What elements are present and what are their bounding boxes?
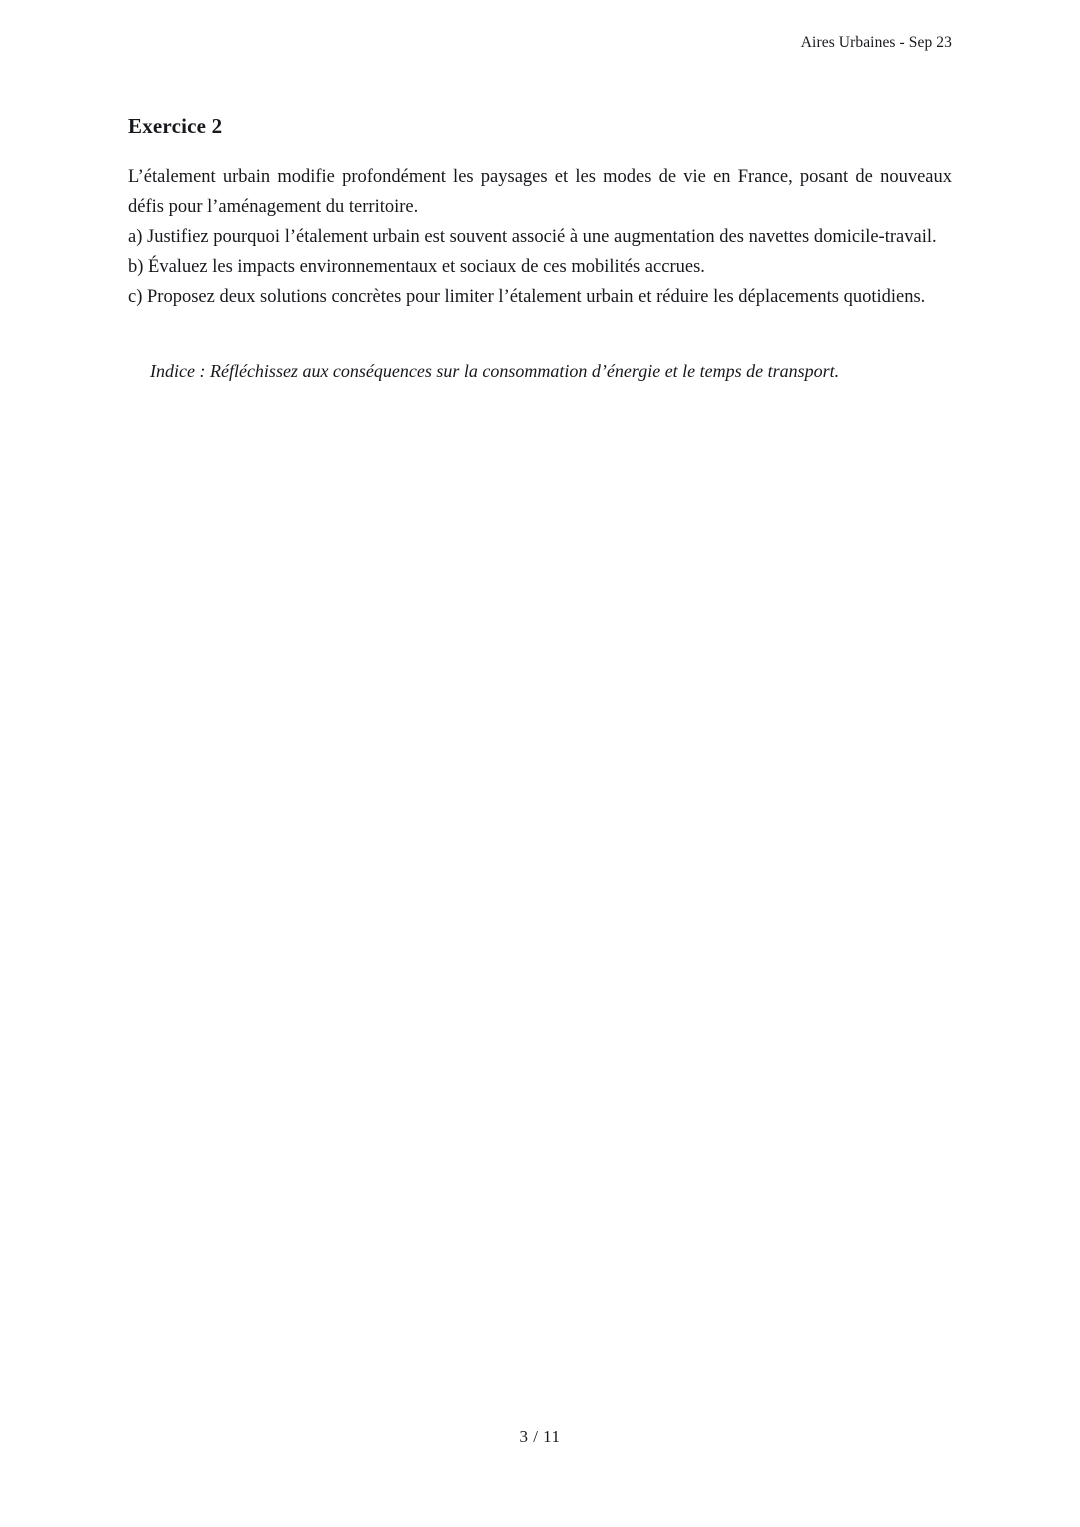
intro-paragraph: L’étalement urbain modifie profondément les paysages et les modes de vie en France, posant de nouveaux défis pour l’aménagement du territoire.: [128, 167, 952, 217]
page-content: [128, 114, 952, 386]
hint-text: Indice : Réfléchissez aux conséquences sur la consommation d’énergie et le temps de transport.: [150, 360, 840, 381]
page-title: Exercice 2: [128, 114, 223, 138]
running-header: Aires Urbaines - Sep 23: [800, 34, 952, 51]
exercise-body: [128, 163, 952, 313]
question-c: c) Proposez deux solutions concrètes pour limiter l’étalement urbain et réduire les déplacements quotidiens.: [128, 286, 926, 307]
question-b: b) Évaluez les impacts environnementaux et sociaux de ces mobilités accrues.: [128, 256, 705, 277]
page-footer: 3 / 11: [519, 1427, 561, 1446]
question-a: a) Justifiez pourquoi l’étalement urbain est souvent associé à une augmentation des navettes domicile-travail.: [128, 226, 937, 247]
